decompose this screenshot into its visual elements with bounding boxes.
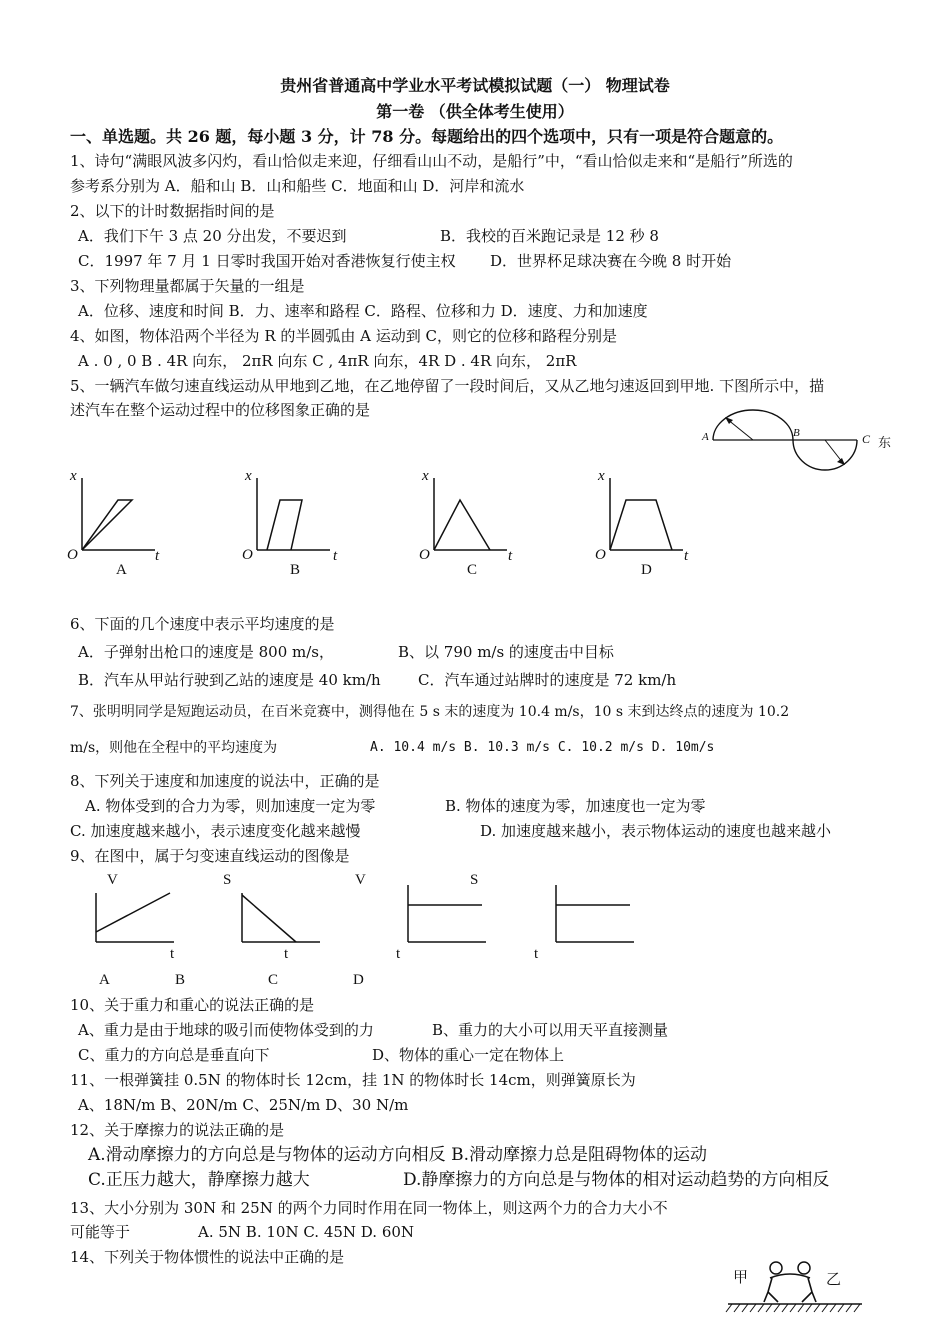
- q5-graph-d: [598, 470, 698, 560]
- q2-stem: 2、以下的计时数据指时间的是: [70, 202, 275, 220]
- q4-label-c: C: [862, 432, 871, 446]
- q5c-t-label: t: [508, 548, 513, 564]
- velocity-line: [96, 893, 170, 932]
- q2-option-a: A．我们下午 3 点 20 分出发，不要迟到: [78, 227, 347, 245]
- section-heading: 一、单选题。共 26 题，每小题 3 分，计 78 分。每题给出的四个选项中，只有一项是符合题意的。: [70, 127, 784, 146]
- head-left: [770, 1262, 782, 1274]
- position-curve: [82, 500, 132, 550]
- q9d-t: t: [534, 946, 539, 962]
- q5d-t-label: t: [684, 548, 689, 564]
- q6-stem: 6、下面的几个速度中表示平均速度的是: [70, 615, 335, 633]
- q4-label-b: B: [793, 427, 800, 439]
- q13-line2a: 可能等于: [70, 1223, 131, 1241]
- q9b-label: B: [175, 972, 186, 988]
- q1-line2: 参考系分别为 A．船和山 B．山和船些 C．地面和山 D．河岸和流水: [70, 177, 525, 195]
- q5-graph-a: [70, 470, 170, 560]
- leg-left: [768, 1292, 778, 1302]
- q5c-label: C: [467, 562, 478, 578]
- q13-line1: 13、大小分别为 30N 和 25N 的两个力同时作用在同一物体上，则这两个力的合力大小不: [70, 1199, 668, 1217]
- q9a-t: t: [170, 946, 175, 962]
- q12-option-c: C.正压力越大，静摩擦力越大: [88, 1170, 310, 1190]
- q13-line2b: A. 5N B. 10N C. 45N D. 60N: [198, 1223, 415, 1241]
- q5d-origin: O: [595, 547, 606, 563]
- q8-option-d: D. 加速度越来越小，表示物体运动的速度也越来越小: [480, 822, 832, 840]
- q5d-label: D: [641, 562, 652, 578]
- q5b-x-label: x: [245, 468, 252, 484]
- body-right: [808, 1278, 816, 1302]
- q8-option-a: A. 物体受到的合力为零，则加速度一定为零: [85, 797, 376, 815]
- q9b-axis: S: [223, 872, 232, 888]
- q9c-label: C: [268, 972, 279, 988]
- q6-option-c: B．汽车从甲站行驶到乙站的速度是 40 km/h: [78, 671, 381, 689]
- q9-graph-b: [236, 875, 326, 945]
- radius-line-1: [727, 419, 753, 440]
- leg-right: [802, 1292, 812, 1302]
- q5a-x-label: x: [70, 468, 77, 484]
- position-curve: [434, 500, 490, 550]
- radius-arrow-2: [837, 458, 845, 465]
- q3-options: A．位移、速度和时间 B．力、速率和路程 C．路程、位移和力 D．速度、力和加速度: [78, 302, 648, 320]
- lower-arc: [793, 440, 857, 470]
- ground-hatch: [726, 1304, 860, 1312]
- position-line: [242, 895, 296, 942]
- q5d-x-label: x: [598, 468, 605, 484]
- q14-figure: [726, 1258, 866, 1318]
- q5-line1: 5、一辆汽车做匀速直线运动从甲地到乙地，在乙地停留了一段时间后，又从乙地匀速返回到甲地. 下图所示中，描: [70, 377, 825, 395]
- q11-options: A、18N/m B、20N/m C、25N/m D、30 N/m: [78, 1096, 409, 1114]
- q9c-t: t: [396, 946, 401, 962]
- q9c-axis: V: [355, 872, 366, 888]
- q4-arc-figure: [705, 405, 905, 475]
- q5a-label: A: [116, 562, 127, 578]
- q12-options-ab: A.滑动摩擦力的方向总是与物体的运动方向相反 B.滑动摩擦力总是阻碍物体的运动: [88, 1145, 707, 1165]
- q2-option-c: C．1997 年 7 月 1 日零时我国开始对香港恢复行使主权: [78, 252, 456, 270]
- q10-stem: 10、关于重力和重心的说法正确的是: [70, 996, 315, 1014]
- q10-option-d: D、物体的重心一定在物体上: [372, 1046, 565, 1064]
- q14-label-right: 乙: [826, 1272, 842, 1288]
- q9-graph-d: [550, 875, 640, 945]
- head-right: [798, 1262, 810, 1274]
- q10-option-a: A、重力是由于地球的吸引而使物体受到的力: [78, 1021, 374, 1039]
- body-left: [764, 1278, 772, 1302]
- q4-stem: 4、如图，物体沿两个半径为 R 的半圆弧由 A 运动到 C，则它的位移和路程分别是: [70, 327, 617, 345]
- q14-label-left: 甲: [733, 1270, 749, 1286]
- position-curve: [267, 500, 302, 550]
- q8-stem: 8、下列关于速度和加速度的说法中，正确的是: [70, 772, 380, 790]
- q10-option-b: B、重力的大小可以用天平直接测量: [432, 1021, 669, 1039]
- q5a-t-label: t: [155, 548, 160, 564]
- q5-line2: 述汽车在整个运动过程中的位移图象正确的是: [70, 401, 371, 419]
- q9-graph-c: [402, 875, 492, 945]
- q6-option-d: C．汽车通过站牌时的速度是 72 km/h: [418, 671, 677, 689]
- q1-line1: 1、诗句“满眼风波多闪灼，看山恰似走来迎，仔细看山山不动，是船行”中，“看山恰似走来和“是船行”所选的: [70, 152, 793, 170]
- q6-option-b: B、以 790 m/s 的速度击中目标: [398, 643, 614, 661]
- q5b-t-label: t: [333, 548, 338, 564]
- exam-title: 贵州省普通高中学业水平考试模拟试题（一） 物理试卷: [280, 76, 670, 95]
- q8-option-c: C. 加速度越来越小，表示速度变化越来越慢: [70, 822, 361, 840]
- q10-option-c: C、重力的方向总是垂直向下: [78, 1046, 270, 1064]
- q6-option-a: A．子弹射出枪口的速度是 800 m/s，: [78, 643, 334, 661]
- position-curve: [610, 500, 672, 550]
- q4-options: A . 0 , 0 B . 4R 向东， 2πR 向东 C , 4πR 向东，4R D . 4R 向东， 2πR: [78, 352, 577, 370]
- q9b-t: t: [284, 946, 289, 962]
- q5c-origin: O: [419, 547, 430, 563]
- q9-graph-a: [90, 875, 180, 945]
- q5a-origin: O: [67, 547, 78, 563]
- q14-stem: 14、下列关于物体惯性的说法中正确的是: [70, 1248, 345, 1266]
- q3-stem: 3、下列物理量都属于矢量的一组是: [70, 277, 305, 295]
- q4-label-east: 东: [878, 435, 892, 450]
- q9a-label: A: [99, 972, 110, 988]
- q5c-x-label: x: [422, 468, 429, 484]
- q7-line2b: A. 10.4 m/s B. 10.3 m/s C. 10.2 m/s D. 10m/s: [370, 740, 715, 755]
- q7-line1: 7、张明明同学是短跑运动员，在百米竞赛中，测得他在 5 s 末的速度为 10.4 m/s，10 s 末到达终点的速度为 10.2: [70, 704, 790, 720]
- q9d-label: D: [353, 972, 364, 988]
- q11-stem: 11、一根弹簧挂 0.5N 的物体时长 12cm，挂 1N 的物体时长 14cm，则弹簧原长为: [70, 1071, 636, 1089]
- q4-label-a: A: [702, 431, 709, 443]
- q2-option-b: B．我校的百米跑记录是 12 秒 8: [440, 227, 659, 245]
- q12-stem: 12、关于摩擦力的说法正确的是: [70, 1121, 285, 1139]
- q5b-label: B: [290, 562, 301, 578]
- upper-arc: [713, 410, 793, 440]
- q7-line2a: m/s，则他在全程中的平均速度为: [70, 740, 278, 756]
- q9-stem: 9、在图中，属于匀变速直线运动的图像是: [70, 847, 350, 865]
- q5b-origin: O: [242, 547, 253, 563]
- q8-option-b: B. 物体的速度为零，加速度也一定为零: [445, 797, 706, 815]
- q5-graph-b: [245, 470, 345, 560]
- exam-subtitle: 第一卷 （供全体考生使用）: [376, 102, 574, 121]
- q12-option-d: D.静摩擦力的方向总是与物体的相对运动趋势的方向相反: [403, 1170, 830, 1190]
- q2-option-d: D．世界杯足球决赛在今晚 8 时开始: [490, 252, 732, 270]
- q9a-axis: V: [107, 872, 118, 888]
- q9d-axis: S: [470, 872, 479, 888]
- q5-graph-c: [422, 470, 522, 560]
